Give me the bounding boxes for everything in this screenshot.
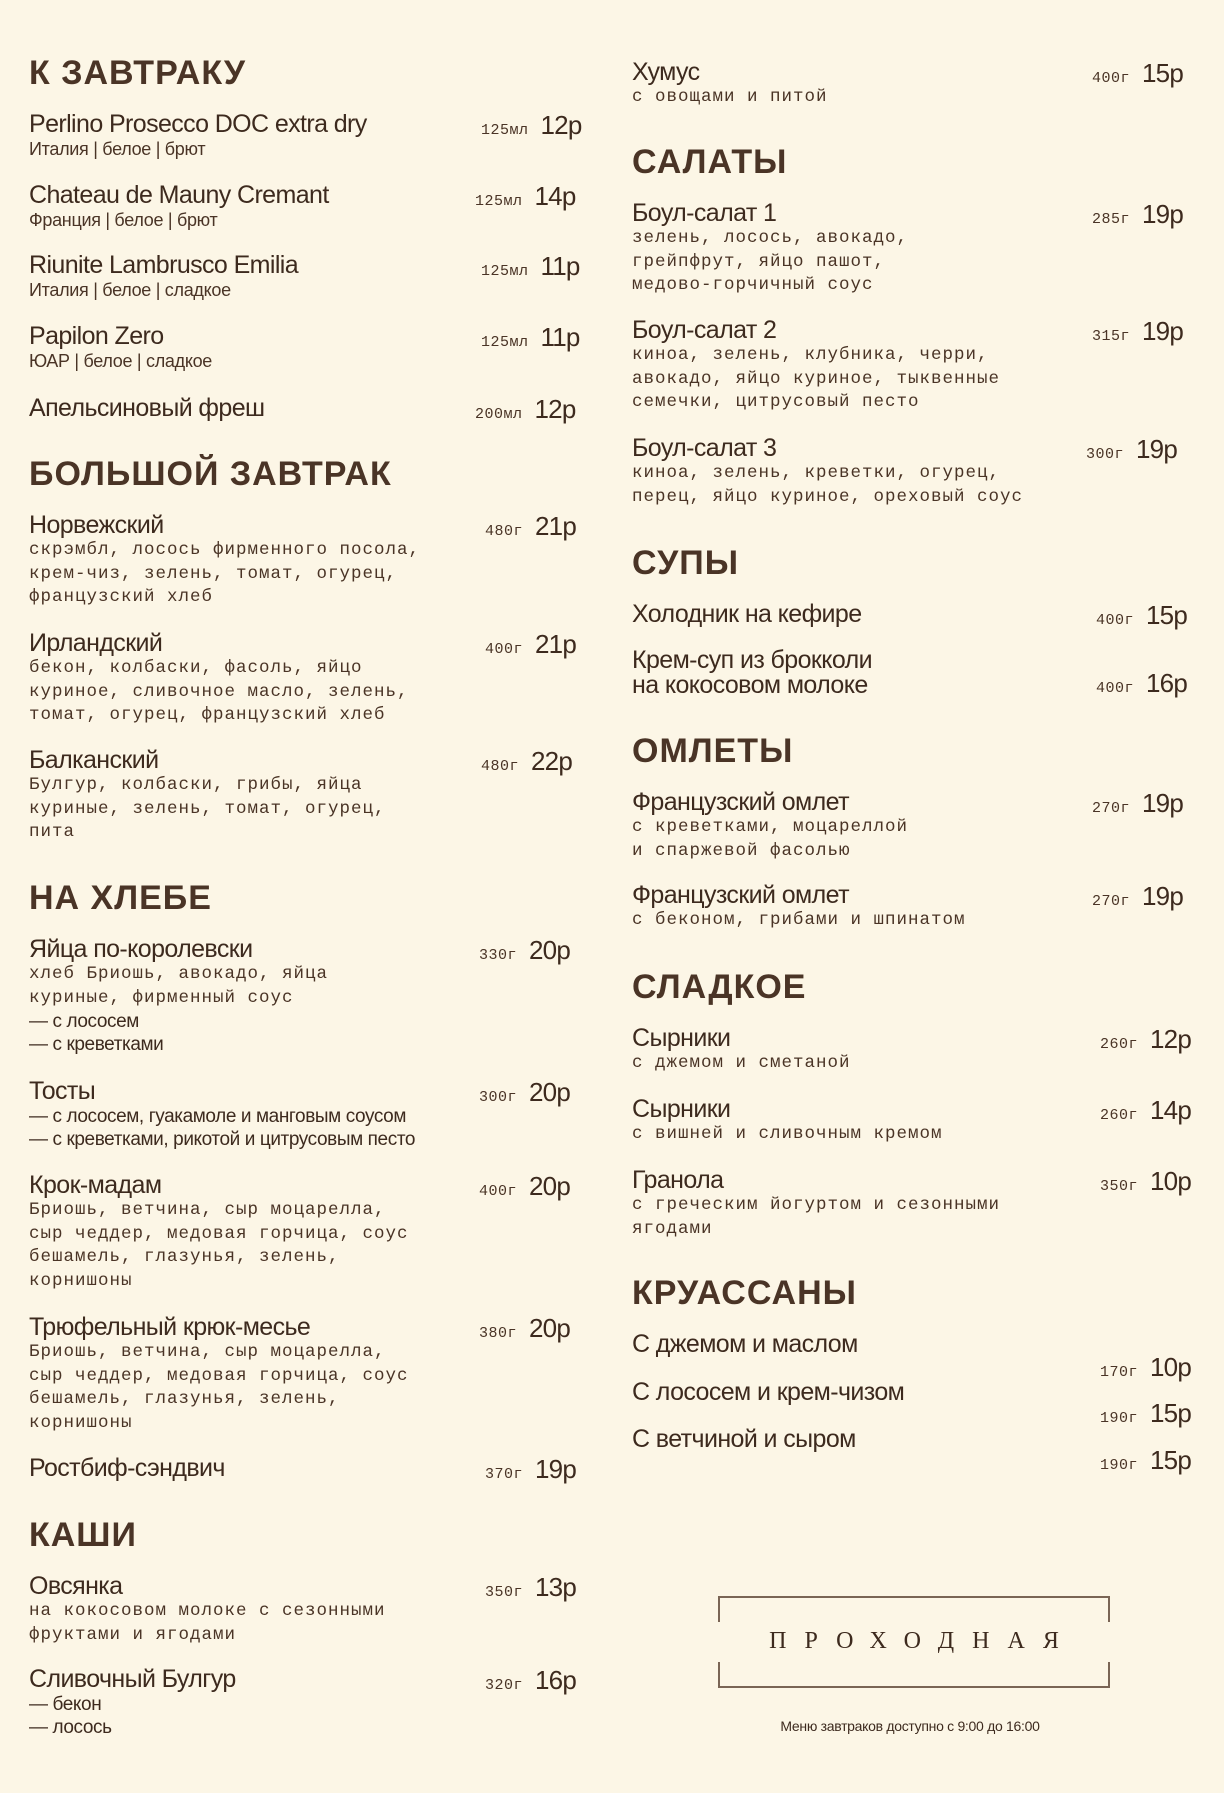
item-qty: 400г (485, 641, 524, 658)
item-qty: 350г (1100, 1178, 1139, 1195)
item-qty: 480г (485, 523, 524, 540)
price-box (1100, 1024, 1191, 1055)
item-name: Тосты (29, 1077, 96, 1105)
item-name: Боул-салат 1 (632, 199, 777, 227)
menu-item[interactable] (632, 58, 1198, 110)
item-price: 20р (529, 1313, 570, 1343)
item-name: Гранола (632, 1166, 724, 1194)
item-qty: 320г (485, 1677, 524, 1694)
item-description: хлеб Бриошь, авокадо, яйца куриные, фирменный соус (29, 964, 329, 1008)
item-name: Французский омлет (632, 881, 849, 909)
item-price: 12р (1150, 1024, 1191, 1054)
item-name: Норвежский (29, 511, 164, 539)
section-title-omelets: ОМЛЕТЫ (632, 732, 794, 770)
item-subtitle: Франция | белое | брют (29, 210, 218, 230)
menu-item[interactable] (632, 788, 1198, 863)
item-name: Сырники (632, 1024, 731, 1052)
item-subtitle: ЮАР | белое | сладкое (29, 351, 213, 371)
item-name: С джемом и маслом (632, 1330, 858, 1358)
price-box (1100, 1445, 1191, 1476)
price-box (1096, 600, 1187, 631)
price-box (1092, 881, 1183, 912)
item-name: Холодник на кефире (632, 600, 862, 628)
item-qty: 380г (479, 1325, 518, 1342)
item-qty: 350г (485, 1584, 524, 1601)
item-price: 20р (529, 935, 570, 965)
item-name: Riunite Lambrusco Emilia (29, 251, 299, 279)
item-price: 21р (535, 511, 576, 541)
menu-item[interactable] (632, 600, 1198, 628)
item-name: С ветчиной и сыром (632, 1425, 856, 1453)
item-qty: 400г (479, 1183, 518, 1200)
section-title-salads: САЛАТЫ (632, 143, 788, 181)
item-description: с овощами и питой (632, 87, 828, 107)
price-box (1092, 316, 1183, 347)
section-title-croissants: КРУАССАНЫ (632, 1274, 857, 1312)
price-box (1100, 1166, 1191, 1197)
price-box (485, 1572, 576, 1603)
item-qty: 190г (1100, 1410, 1139, 1427)
item-price: 14р (1150, 1095, 1191, 1125)
item-qty: 400г (1096, 612, 1135, 629)
item-variant: — с лососем (29, 1011, 139, 1032)
item-price: 15р (1150, 1445, 1191, 1475)
item-price: 14р (534, 181, 576, 211)
menu-item[interactable] (632, 1330, 1198, 1382)
item-price: 15р (1146, 600, 1187, 630)
menu-hours-note: Меню завтраков доступно с 9:00 до 16:00 (780, 1718, 1040, 1734)
item-price: 19р (1142, 199, 1183, 229)
item-price: 22р (531, 746, 572, 776)
item-description: на кокосовом молоке с сезонными фруктами и ягодами (29, 1601, 386, 1645)
item-description: Бриошь, ветчина, сыр моцарелла, сыр чеддер, медовая горчица, соус бешамель, глазунья, зелень, корнишоны (29, 1200, 409, 1291)
item-variant: — с креветками (29, 1034, 164, 1055)
item-price: 19р (1142, 788, 1183, 818)
item-price: 19р (535, 1454, 576, 1484)
item-price: 12р (534, 394, 576, 424)
price-box (1100, 1095, 1191, 1126)
item-name: Яйца по-королевски (29, 935, 253, 963)
item-name: Французский омлет (632, 788, 849, 816)
item-description: зелень, лосось, авокадо, грейпфрут, яйцо пашот, медово-горчичный соус (632, 228, 909, 295)
section-title-breakfast: К ЗАВТРАКУ (29, 54, 247, 92)
item-description: киноа, зелень, клубника, черри, авокадо, яйцо куриное, тыквенные семечки, цитрусовый песто (632, 345, 1001, 412)
price-box (1092, 58, 1183, 89)
item-price: 11р (540, 251, 580, 281)
item-price: 20р (529, 1077, 570, 1107)
item-qty: 285г (1092, 211, 1131, 228)
price-box (479, 1313, 570, 1344)
item-qty: 260г (1100, 1107, 1139, 1124)
item-price: 15р (1150, 1398, 1191, 1428)
item-description: Бриошь, ветчина, сыр моцарелла, сыр чеддер, медовая горчица, соус бешамель, глазунья, зелень, корнишоны (29, 1342, 409, 1433)
item-description: скрэмбл, лосось фирменного посола, крем-чиз, зелень, томат, огурец, французский хлеб (29, 540, 421, 607)
item-name: Сливочный Булгур (29, 1665, 236, 1693)
item-qty: 200мл (475, 406, 523, 423)
item-qty: 190г (1100, 1457, 1139, 1474)
section-title-big-breakfast: БОЛЬШОЙ ЗАВТРАК (29, 455, 392, 493)
item-price: 13р (535, 1572, 576, 1602)
item-subtitle: Италия | белое | сладкое (29, 280, 231, 300)
item-qty: 270г (1092, 800, 1131, 817)
price-box (1092, 199, 1183, 230)
item-qty: 330г (479, 947, 518, 964)
item-name: Крем-суп из брокколи на кокосовом молоке (632, 646, 872, 699)
menu-item[interactable] (632, 648, 1198, 698)
menu-item[interactable] (29, 511, 585, 610)
price-box (485, 511, 576, 542)
item-subtitle: Италия | белое | брют (29, 139, 206, 159)
menu-item[interactable] (29, 1313, 585, 1435)
menu-item[interactable] (29, 110, 585, 160)
price-box (481, 251, 580, 282)
menu-item[interactable] (29, 935, 585, 1056)
menu-item[interactable] (632, 881, 1198, 933)
item-price: 15р (1142, 58, 1183, 88)
item-name: Овсянка (29, 1572, 123, 1600)
price-box (485, 629, 576, 660)
item-description: с джемом и сметаной (632, 1053, 851, 1073)
item-qty: 270г (1092, 893, 1131, 910)
item-price: 16р (535, 1665, 576, 1695)
price-box (479, 935, 570, 966)
menu-item[interactable] (29, 629, 585, 728)
item-name: Ирландский (29, 629, 163, 657)
item-description: с беконом, грибами и шпинатом (632, 910, 966, 930)
item-price: 10р (1150, 1166, 1191, 1196)
price-box (479, 1171, 570, 1202)
brand-logo (718, 1596, 1110, 1688)
section-title-soups: СУПЫ (632, 544, 739, 582)
item-name: С лососем и крем-чизом (632, 1378, 905, 1406)
item-price: 21р (535, 629, 576, 659)
item-qty: 125мл (481, 263, 529, 280)
item-price: 12р (540, 110, 582, 140)
item-name: Крок-мадам (29, 1171, 162, 1199)
item-variant: — с креветками, рикотой и цитрусовым песто (29, 1129, 416, 1150)
item-name: Трюфельный крюк-месье (29, 1313, 311, 1341)
item-description: бекон, колбаски, фасоль, яйцо куриное, сливочное масло, зелень, томат, огурец, французский хлеб (29, 658, 409, 725)
menu-item[interactable] (29, 322, 585, 372)
menu-item[interactable] (632, 434, 1198, 509)
item-name: Боул-салат 3 (632, 434, 777, 462)
price-box (1092, 788, 1183, 819)
item-qty: 300г (1086, 446, 1125, 463)
menu-item[interactable] (632, 1024, 1198, 1076)
price-box (479, 1077, 570, 1108)
item-qty: 370г (485, 1466, 524, 1483)
item-qty: 400г (1096, 680, 1135, 697)
item-qty: 170г (1100, 1364, 1139, 1381)
brand-name: ПРОХОДНАЯ (769, 1628, 1077, 1654)
price-box (481, 322, 580, 353)
menu-item[interactable] (632, 1166, 1198, 1241)
item-name: Балканский (29, 746, 159, 774)
item-description: с вишней и сливочным кремом (632, 1124, 943, 1144)
menu-item[interactable] (29, 181, 585, 231)
price-box (481, 110, 582, 141)
price-box (481, 746, 572, 777)
menu-item[interactable] (29, 1572, 585, 1647)
item-name: Апельсиновый фреш (29, 394, 265, 422)
item-qty: 480г (481, 758, 520, 775)
price-box (475, 181, 576, 212)
menu-item[interactable] (632, 1095, 1198, 1147)
item-name: Papilon Zero (29, 322, 164, 350)
item-description: Булгур, колбаски, грибы, яйца куриные, зелень, томат, огурец, пита (29, 775, 386, 842)
item-qty: 400г (1092, 70, 1131, 87)
item-price: 11р (540, 322, 580, 352)
menu-item[interactable] (29, 1454, 585, 1482)
item-variant: — бекон (29, 1694, 102, 1715)
price-box (485, 1454, 576, 1485)
item-name: Chateau de Mauny Cremant (29, 181, 329, 209)
item-price: 19р (1136, 434, 1177, 464)
item-qty: 125мл (481, 334, 529, 351)
item-price: 10р (1150, 1352, 1191, 1382)
item-price: 19р (1142, 316, 1183, 346)
section-title-sweet: СЛАДКОЕ (632, 968, 807, 1006)
menu-item[interactable] (29, 1077, 585, 1151)
menu-item[interactable] (29, 394, 585, 422)
menu-item[interactable] (29, 1171, 585, 1293)
menu-item[interactable] (29, 746, 585, 845)
item-qty: 260г (1100, 1036, 1139, 1053)
item-price: 19р (1142, 881, 1183, 911)
item-variant: — лосось (29, 1717, 112, 1738)
item-description: киноа, зелень, креветки, огурец, перец, яйцо куриное, ореховый соус (632, 463, 1024, 507)
item-variant: — с лососем, гуакамоле и манговым соусом (29, 1106, 406, 1127)
item-name: Ростбиф-сэндвич (29, 1454, 225, 1482)
price-box (1096, 668, 1187, 699)
menu-item[interactable] (632, 1425, 1198, 1475)
price-box (1086, 434, 1177, 465)
item-qty: 315г (1092, 328, 1131, 345)
menu-item[interactable] (29, 1665, 585, 1739)
item-description: с греческим йогуртом и сезонными ягодами (632, 1195, 1001, 1239)
item-description: с креветками, моцареллой и спаржевой фасолью (632, 817, 909, 861)
item-name: Хумус (632, 58, 700, 86)
menu-item[interactable] (632, 1378, 1198, 1428)
item-price: 20р (529, 1171, 570, 1201)
price-box (475, 394, 576, 425)
menu-item[interactable] (632, 199, 1198, 298)
menu-item[interactable] (632, 316, 1198, 415)
section-title-on-bread: НА ХЛЕБЕ (29, 879, 212, 917)
item-qty: 125мл (481, 122, 529, 139)
item-qty: 300г (479, 1089, 518, 1106)
item-name: Perlino Prosecco DOC extra dry (29, 110, 367, 138)
menu-item[interactable] (29, 251, 585, 301)
section-title-porridge: КАШИ (29, 1516, 137, 1554)
item-name: Боул-салат 2 (632, 316, 777, 344)
price-box (485, 1665, 576, 1696)
item-price: 16р (1146, 668, 1187, 698)
item-name: Сырники (632, 1095, 731, 1123)
item-qty: 125мл (475, 193, 523, 210)
